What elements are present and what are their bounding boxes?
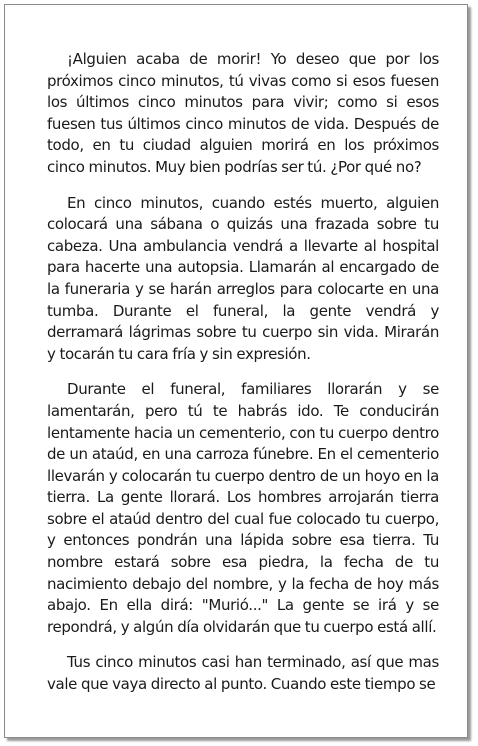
paragraph: Tus cinco minutos casi han terminado, así que mas vale que vaya directo al punto. Cuando este tiempo se: [47, 653, 439, 694]
paragraph: Durante el funeral, familiares llorarán y se lamentarán, pero tú te habrás ido. Te conducirán lentamente hacia un cementerio, con tu cuerpo dentro de un ataúd, en una carroza fúnebre. En el cementerio llevarán y colocarán tu cuerpo dentro de un hoyo en la tierra. La gente llorará. Los hombres arrojarán tierra sobre el ataúd dentro del cual fue colocado tu cuerpo, y entonces pondrán una lápida sobre esa tierra. Tu nombre estará sobre esa piedra, la fecha de tu nacimiento debajo del nombre, y la fecha de hoy más abajo. En ella dirá: "Murió..." La gente se irá y se repondrá, y algún día olvidarán que tu cuerpo está allí.: [47, 380, 439, 636]
document-page: [4, 4, 468, 738]
document-body: [47, 49, 439, 696]
paragraph: En cinco minutos, cuando estés muerto, alguien colocará una sábana o quizás una frazada sobre tu cabeza. Una ambulancia vendrá a llevarte al hospital para hacerte una autopsia. Llamarán al encargado de la funeraria y se harán arreglos para colocarte en una tumba. Durante el funeral, la gente vendrá y derramará lágrimas sobre tu cuerpo sin vida. Mirarán y tocarán tu cara fría y sin expresión.: [47, 193, 439, 363]
paragraph: ¡Alguien acaba de morir! Yo deseo que por los próximos cinco minutos, tú vivas como si esos fuesen los últimos cinco minutos para vivir; como si esos fuesen tus últimos cinco minutos de vida. Después de todo, en tu ciudad alguien morirá en los próximos cinco minutos. Muy bien podrías ser tú. ¿Por qué no?: [47, 50, 439, 176]
